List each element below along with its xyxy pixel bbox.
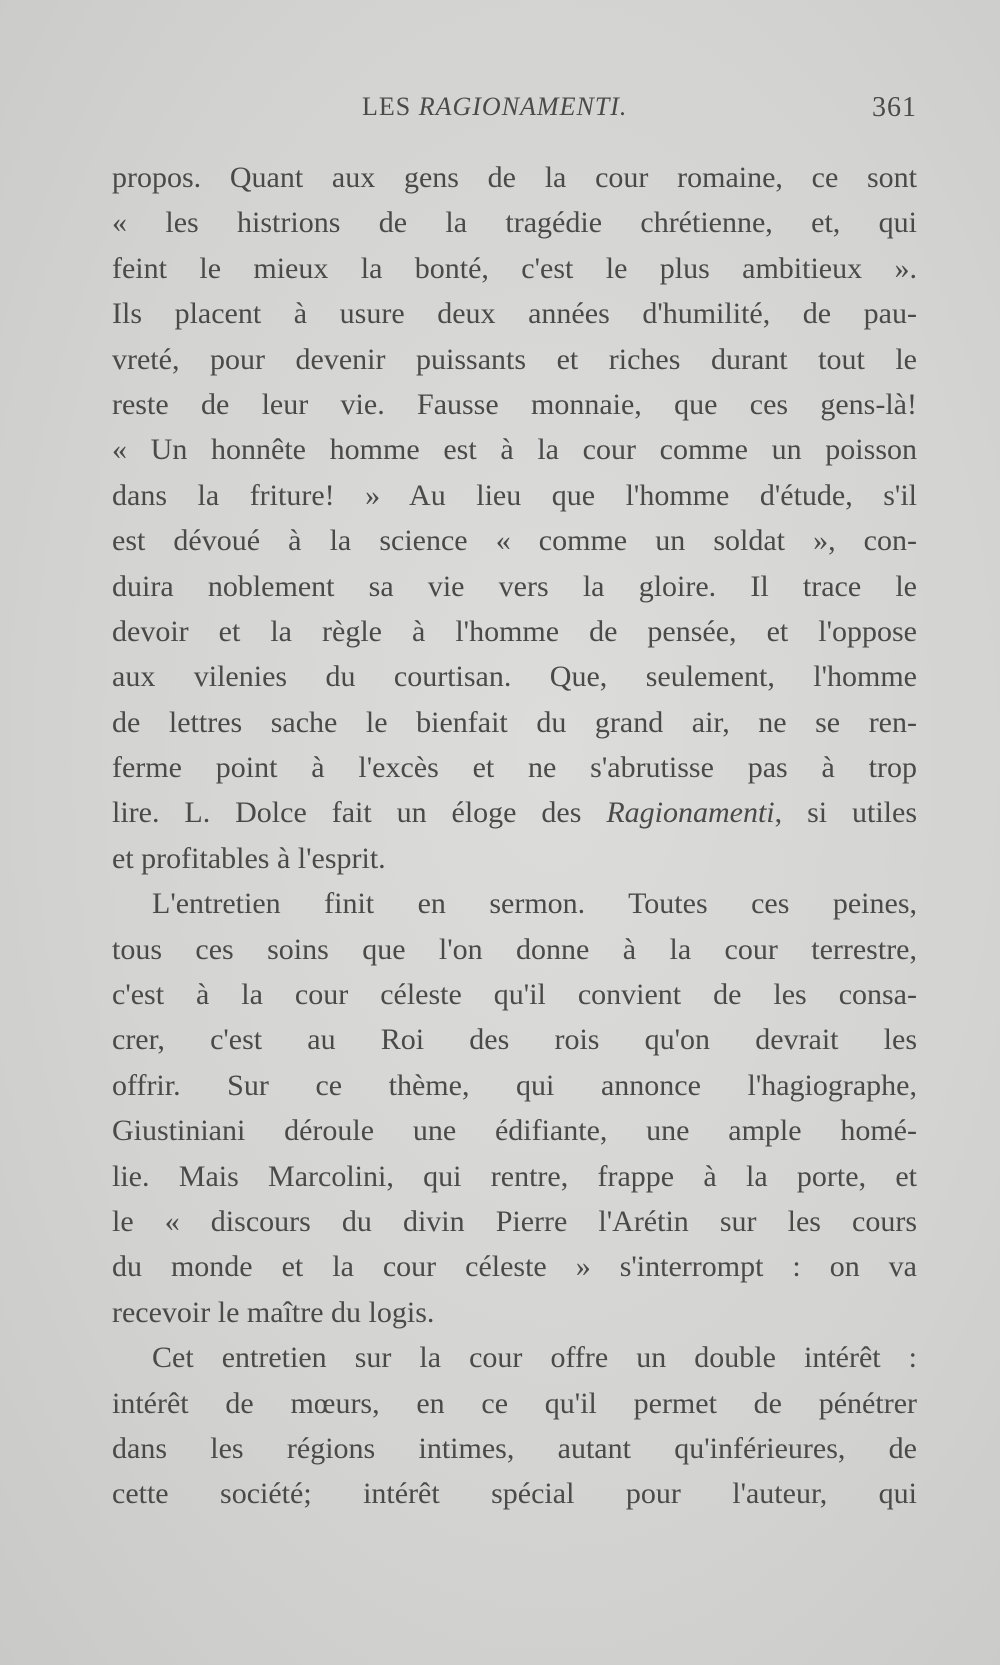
text-line: Ils placent à usure deux années d'humilité, de pau- xyxy=(112,297,917,331)
text-line-mixed xyxy=(112,790,917,835)
text-line: de lettres sache le bienfait du grand air, ne se ren- xyxy=(112,705,917,739)
running-head xyxy=(112,92,917,132)
text-line: « les histrions de la tragédie chrétienne, et, qui xyxy=(112,206,917,240)
text-segment: lire. L. Dolce fait un éloge des xyxy=(112,796,607,830)
text-line: cette société; intérêt spécial pour l'auteur, qui xyxy=(112,1477,917,1511)
text-line: crer, c'est au Roi des rois qu'on devrait les xyxy=(112,1023,917,1057)
text-segment: , si utiles xyxy=(774,796,917,830)
text-line: lie. Mais Marcolini, qui rentre, frappe à la porte, et xyxy=(112,1159,917,1193)
text-line: tous ces soins que l'on donne à la cour terrestre, xyxy=(112,932,917,966)
text-line: feint le mieux la bonté, c'est le plus ambitieux ». xyxy=(112,251,917,285)
running-title xyxy=(362,92,627,122)
text-line: recevoir le maître du logis. xyxy=(112,1295,435,1329)
text-line: et profitables à l'esprit. xyxy=(112,841,386,875)
text-line: est dévoué à la science « comme un soldat », con- xyxy=(112,524,917,558)
text-line: duira noblement sa vie vers la gloire. Il trace le xyxy=(112,569,917,603)
body-text xyxy=(112,155,917,1517)
text-line: offrir. Sur ce thème, qui annonce l'hagiographe, xyxy=(112,1068,917,1102)
text-line: dans la friture! » Au lieu que l'homme d'étude, s'il xyxy=(112,478,917,512)
text-line: intérêt de mœurs, en ce qu'il permet de pénétrer xyxy=(112,1386,917,1420)
text-line: devoir et la règle à l'homme de pensée, et l'oppose xyxy=(112,614,917,648)
page-number: 361 xyxy=(872,92,917,123)
text-line: « Un honnête homme est à la cour comme un poisson xyxy=(112,433,917,467)
text-line: dans les régions intimes, autant qu'inférieures, de xyxy=(112,1431,917,1465)
text-line: propos. Quant aux gens de la cour romaine, ce sont xyxy=(112,161,917,194)
text-line: Cet entretien sur la cour offre un double intérêt : xyxy=(152,1341,917,1375)
running-title-prefix: LES xyxy=(362,92,419,121)
text-line: ferme point à l'excès et ne s'abrutisse pas à trop xyxy=(112,751,917,785)
text-line: reste de leur vie. Fausse monnaie, que ces gens-là! xyxy=(112,387,917,421)
text-line: Giustiniani déroule une édifiante, une ample homé- xyxy=(112,1114,917,1148)
text-line: du monde et la cour céleste » s'interrompt : on va xyxy=(112,1250,917,1284)
book-title-italic: Ragionamenti xyxy=(606,796,775,830)
text-line: c'est à la cour céleste qu'il convient de les consa- xyxy=(112,978,917,1012)
text-line: vreté, pour devenir puissants et riches durant tout le xyxy=(112,342,917,376)
text-line: L'entretien finit en sermon. Toutes ces peines, xyxy=(152,887,917,921)
running-title-italic: RAGIONAMENTI. xyxy=(418,92,628,121)
text-line: aux vilenies du courtisan. Que, seulement, l'homme xyxy=(112,660,917,694)
text-line: le « discours du divin Pierre l'Arétin sur les cours xyxy=(112,1204,917,1238)
